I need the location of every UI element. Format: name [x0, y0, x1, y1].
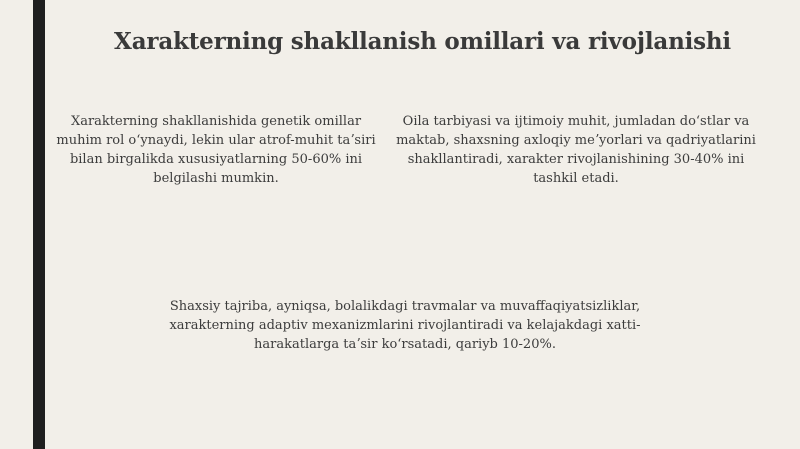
slide-title: Xarakterning shakllanish omillari va rivojlanishi [114, 28, 731, 55]
paragraph-personal-experience: Shaxsiy tajriba, ayniqsa, bolalikdagi travmalar va muvaffaqiyatsizliklar, xarakterning adaptiv mexanizmlarini rivojlantiradi va kelajakdagi xatti-harakatlarga taʼsir koʻrsatadi, qariyb 10-20%. [169, 299, 641, 352]
accent-bar [33, 0, 45, 449]
paragraph-genetic-factors: Xarakterning shakllanishida genetik omillar muhim rol oʻynaydi, lekin ular atrof-muhit taʼsiri bilan birgalikda xususiyatlarning 50-60% ini belgilashi mumkin. [56, 114, 376, 186]
paragraph-social-environment: Oila tarbiyasi va ijtimoiy muhit, jumladan doʻstlar va maktab, shaxsning axloqiy meʼyorlari va qadriyatlarini shakllantiradi, xarakter rivojlanishining 30-40% ini tashkil etadi. [396, 114, 756, 186]
